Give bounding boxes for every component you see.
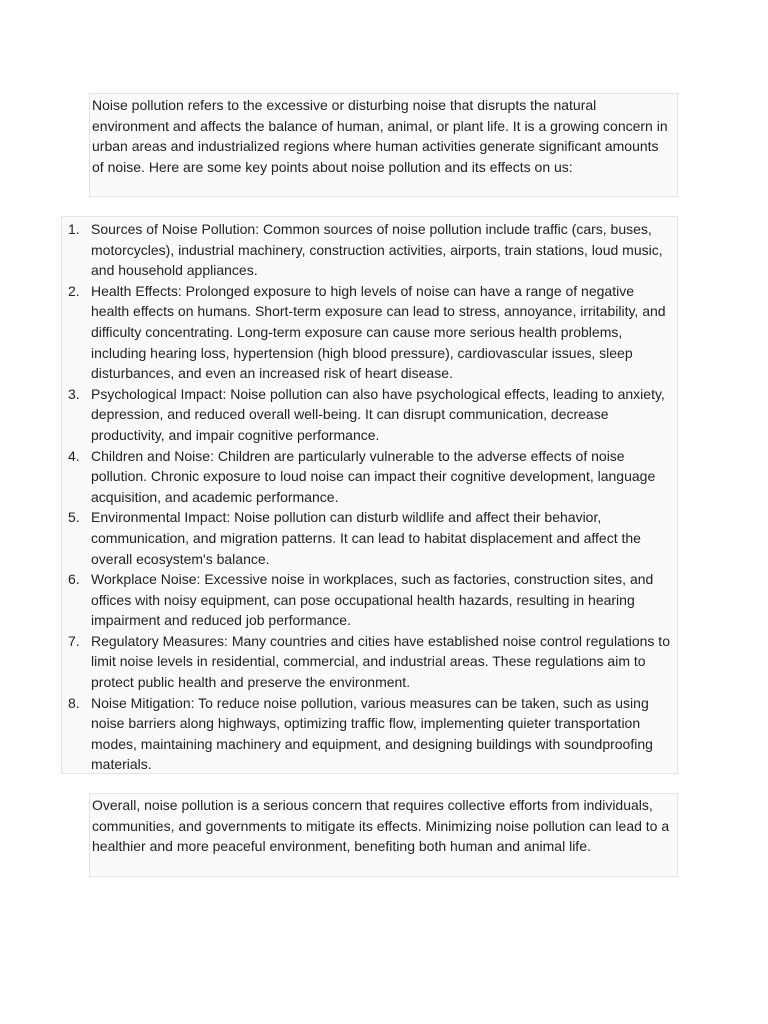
list-item-text: Children and Noise: Children are particularly vulnerable to the adverse effects of noise pollution. Chronic exposure to loud noise can impact their cognitive development, language acquisition, and academic performance. <box>91 447 656 505</box>
list-item <box>62 569 673 631</box>
list-item-number: 8. <box>68 694 80 711</box>
list-item <box>62 693 673 775</box>
list-item-text: Sources of Noise Pollution: Common sources of noise pollution include traffic (cars, buses, motorcycles), industrial machinery, construction activities, airports, train stations, loud music, and household appliances. <box>91 221 663 279</box>
list-item-text: Environmental Impact: Noise pollution can disturb wildlife and affect their behavior, communication, and migration patterns. It can lead to habitat displacement and affect the overall ecosystem's balance. <box>91 509 641 567</box>
list-item-number: 3. <box>68 385 80 402</box>
list-item-text: Psychological Impact: Noise pollution can also have psychological effects, leading to anxiety, depression, and reduced overall well-being. It can disrupt communication, decrease productivity, and impair cognitive performance. <box>91 385 665 443</box>
conclusion-paragraph-box <box>89 793 678 877</box>
list-item <box>62 281 673 384</box>
list-item-text: Health Effects: Prolonged exposure to high levels of noise can have a range of negative health effects on humans. Short-term exposure can lead to stress, annoyance, irritability, and difficulty concentrating. Long-term exposure can cause more serious health problems, including hearing loss, hypertension (high blood pressure), cardiovascular issues, sleep disturbances, and even an increased risk of heart disease. <box>91 282 666 382</box>
intro-paragraph: Noise pollution refers to the excessive or disturbing noise that disrupts the natural environment and affects the balance of human, animal, or plant life. It is a growing concern in urban areas and industrialized regions where human activities generate significant amounts of noise. Here are some key points about noise pollution and its effects on us: <box>92 97 668 175</box>
list-item-number: 5. <box>68 509 80 526</box>
list-item <box>62 631 673 693</box>
list-item <box>62 446 673 508</box>
list-item <box>62 507 673 569</box>
list-item <box>62 219 673 281</box>
key-points-list-box <box>61 216 678 774</box>
list-item-number: 1. <box>68 221 80 237</box>
conclusion-paragraph: Overall, noise pollution is a serious concern that requires collective efforts from individuals, communities, and governments to mitigate its effects. Minimizing noise pollution can lead to a healthier and more peaceful environment, benefiting both human and animal life. <box>92 797 670 855</box>
list-item <box>62 384 673 446</box>
list-item-text: Noise Mitigation: To reduce noise pollution, various measures can be taken, such as using noise barriers along highways, optimizing traffic flow, implementing quieter transportation modes, maintaining machinery and equipment, and designing buildings with soundproofing materials. <box>91 694 653 773</box>
list-item-number: 6. <box>68 571 80 588</box>
list-item-number: 2. <box>68 282 80 299</box>
list-item-text: Workplace Noise: Excessive noise in workplaces, such as factories, construction sites, and offices with noisy equipment, can pose occupational health hazards, resulting in hearing impairment and reduced job performance. <box>91 571 654 629</box>
key-points-list <box>62 217 677 775</box>
list-item-number: 7. <box>68 632 80 649</box>
list-item-text: Regulatory Measures: Many countries and cities have established noise control regulations to limit noise levels in residential, commercial, and industrial areas. These regulations aim to protect public health and preserve the environment. <box>91 632 670 691</box>
intro-paragraph-box <box>89 93 678 197</box>
list-item-number: 4. <box>68 447 80 464</box>
